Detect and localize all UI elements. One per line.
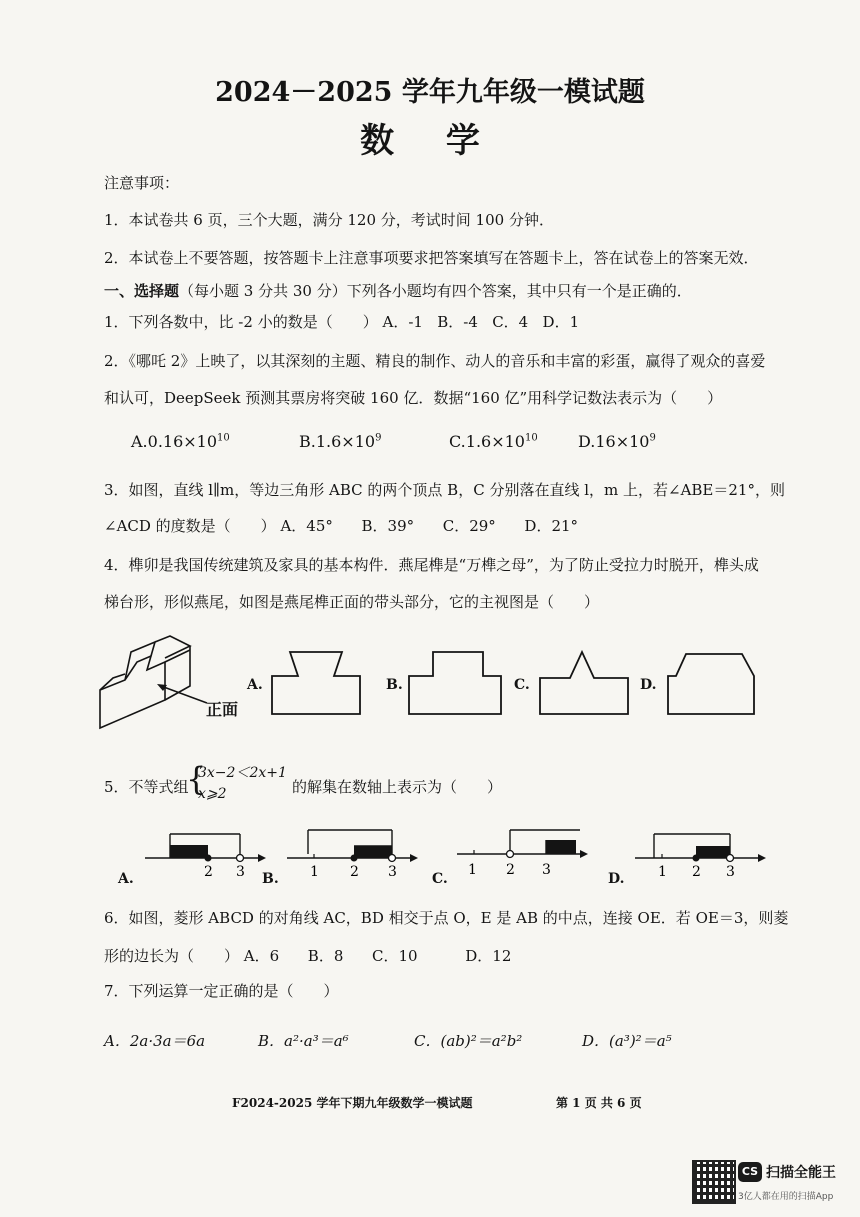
q4-option-c-label: C. <box>514 677 530 693</box>
q5a-tick-3: 3 <box>236 864 245 878</box>
q3-line-2 <box>104 515 578 536</box>
q3-option-a: A．45° <box>280 517 333 535</box>
q4-option-b-figure <box>405 646 505 716</box>
q4-line-2: 梯台形，形似燕尾，如图是燕尾榫正面的带头部分，它的主视图是（ ） <box>104 593 600 611</box>
subject-title: 数 学 <box>360 121 500 161</box>
front-label: 正面 <box>206 700 239 719</box>
q3-option-b: B．39° <box>361 517 415 535</box>
notice-heading: 注意事项： <box>104 174 180 192</box>
q5d-tick-1: 1 <box>658 864 667 878</box>
q2-option-c-exp: 10 <box>524 432 538 444</box>
q2-option-a-exp: 10 <box>217 432 230 444</box>
q5b-tick-3: 3 <box>388 864 397 878</box>
q2-option-c <box>449 432 538 451</box>
q5-option-b-label: B. <box>262 871 279 887</box>
q3-option-d: D．21° <box>524 517 579 535</box>
q6-option-a: A．6 <box>243 947 280 965</box>
q2-line-2: 和认可，DeepSeek 预测其票房将突破 160 亿．数据“160 亿”用科学记数法表示为（ ） <box>104 389 723 407</box>
q6-stem: 形的边长为（ ） <box>104 947 240 965</box>
q4-option-d-figure <box>664 646 760 716</box>
q1-option-a: A．-1 <box>382 313 423 331</box>
qr-code-icon <box>692 1160 736 1204</box>
section-desc: （每小题 3 分共 30 分）下列各小题均有四个答案，其中只有一个是正确的． <box>179 282 692 300</box>
q1-stem: 1．下列各数中，比 -2 小的数是（ ） <box>104 313 378 331</box>
q5b-tick-2: 2 <box>350 864 359 878</box>
q2-option-b-exp: 9 <box>375 432 382 444</box>
q5-option-d-numberline <box>630 828 770 878</box>
q5c-tick-3: 3 <box>542 862 551 878</box>
footer-title: F2024-2025 学年下期九年级数学一模试题 <box>232 1096 473 1110</box>
dovetail-3d-figure <box>95 628 220 738</box>
q7-option-a: A．2a·3a＝6a <box>104 1032 206 1050</box>
q4-option-c-figure <box>536 642 632 716</box>
q4-option-a-figure <box>268 646 364 716</box>
section-heading <box>104 280 692 301</box>
q5-option-c-label: C. <box>432 871 448 887</box>
q5-option-a-label: A. <box>118 871 134 887</box>
q5-option-c-numberline <box>452 826 592 878</box>
q4-option-b-label: B. <box>386 677 403 693</box>
notice-item-1: 1．本试卷共 6 页，三个大题，满分 120 分，考试时间 100 分钟． <box>104 211 554 229</box>
q1-option-d: D．1 <box>542 313 580 331</box>
q2-option-a <box>131 432 230 451</box>
q6-line-1: 6．如图，菱形 ABCD 的对角线 AC，BD 相交于点 O，E 是 AB 的中点，连接 OE．若 OE＝3，则菱 <box>104 909 789 927</box>
q5b-tick-1: 1 <box>310 864 319 878</box>
notice-item-2: 2．本试卷上不要答题，按答题卡上注意事项要求把答案填写在答题卡上，答在试卷上的答案无效． <box>104 249 759 267</box>
q7-option-b: B．a²·a³＝a⁶ <box>258 1032 349 1050</box>
q4-line-1: 4．榫卯是我国传统建筑及家具的基本构件．燕尾榫是“万榫之母”，为了防止受拉力时脱开，榫头成 <box>104 556 759 574</box>
q2-option-d-exp: 9 <box>649 432 656 444</box>
q2-option-a-base: A.0.16×10 <box>131 432 218 451</box>
camscanner-logo: CS <box>738 1162 762 1182</box>
q7-option-d: D．(a³)²＝a⁵ <box>582 1032 672 1050</box>
q5-ineq-2: x⩾2 <box>198 786 227 802</box>
q5-ineq-1: 3x−2＜2x+1 <box>198 765 287 781</box>
q5c-tick-2: 2 <box>506 862 515 878</box>
scanner-tagline: 3亿人都在用的扫描App <box>738 1192 834 1202</box>
q3-stem: ∠ACD 的度数是（ ） <box>104 517 276 535</box>
section-label: 一、选择题 <box>104 282 180 300</box>
q6-option-d: D．12 <box>465 947 512 965</box>
q5-option-a-numberline <box>140 828 270 878</box>
q5d-tick-3: 3 <box>726 864 735 878</box>
q5a-tick-2: 2 <box>204 864 213 878</box>
q4-option-a-label: A. <box>247 677 263 693</box>
page-number: 第 1 页 共 6 页 <box>556 1096 642 1110</box>
q5-suffix: 的解集在数轴上表示为（ ） <box>292 778 503 796</box>
q2-option-b <box>299 432 381 451</box>
q5-option-d-label: D. <box>608 871 625 887</box>
q6-line-2 <box>104 945 511 966</box>
q2-option-c-base: C.1.6×10 <box>449 432 525 451</box>
q2-option-b-base: B.1.6×10 <box>299 432 376 451</box>
q5c-tick-1: 1 <box>468 862 477 878</box>
q2-option-d-base: D.16×10 <box>578 432 650 451</box>
q1-option-b: B．-4 <box>437 313 478 331</box>
q4-option-d-label: D. <box>640 677 657 693</box>
scanner-app-name: 扫描全能王 <box>766 1165 836 1181</box>
q7-option-c: C．(ab)²＝a²b² <box>414 1032 523 1050</box>
q3-line-1: 3．如图，直线 l∥m，等边三角形 ABC 的两个顶点 B，C 分别落在直线 l，m 上，若∠ABE＝21°，则 <box>104 481 785 499</box>
q5-option-b-numberline <box>282 826 422 878</box>
q3-option-c: C．29° <box>442 517 496 535</box>
question-1 <box>104 311 579 332</box>
q1-option-c: C．4 <box>492 313 529 331</box>
q5d-tick-2: 2 <box>692 864 701 878</box>
q2-line-1: 2．《哪吒 2》上映了，以其深刻的主题、精良的制作、动人的音乐和丰富的彩蛋，赢得了观众的喜爱 <box>104 352 766 370</box>
q2-option-d <box>578 432 656 451</box>
exam-title: 2024－2025 学年九年级一模试题 <box>215 77 645 108</box>
q5-brace: { <box>186 760 207 798</box>
q6-option-c: C．10 <box>371 947 418 965</box>
q5-prefix: 5．不等式组 <box>104 778 189 796</box>
q7-stem: 7．下列运算一定正确的是（ ） <box>104 982 339 1000</box>
q6-option-b: B．8 <box>307 947 344 965</box>
